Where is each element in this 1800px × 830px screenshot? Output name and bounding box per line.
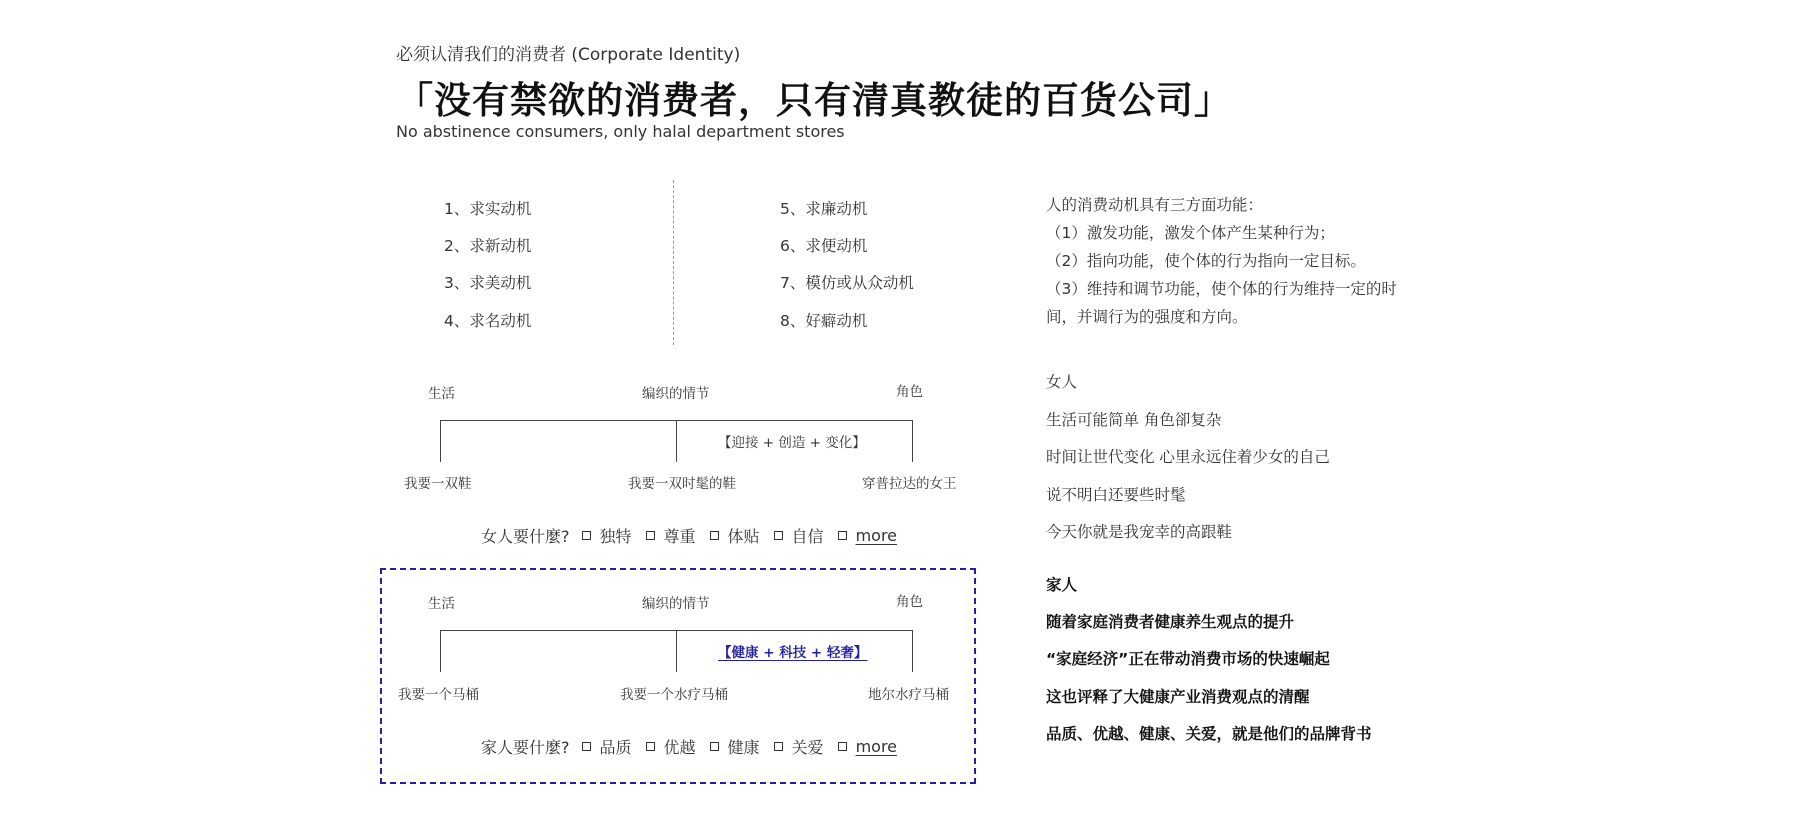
- motive-item: 7、模仿或从众动机: [780, 274, 914, 292]
- tree-bottom-label: 地尔水疗马桶: [868, 687, 949, 703]
- tree-bottom-label: 我要一双时髦的鞋: [628, 476, 736, 492]
- motive-item: 8、好癖动机: [780, 312, 868, 330]
- tree-label-role: 角色: [896, 594, 923, 610]
- option-checkbox[interactable]: 体贴: [710, 524, 760, 547]
- eyebrow-text: 必须认清我们的消费者 (Corporate Identity): [396, 45, 741, 65]
- tree-label-life: 生活: [428, 386, 455, 402]
- tree-brackets: 【迎接 + 创造 + 变化】: [718, 435, 866, 451]
- option-more-link[interactable]: more: [838, 526, 897, 545]
- checkbox-icon: [582, 531, 591, 540]
- family-text-line: 这也评释了大健康产业消费观点的清醒: [1046, 688, 1310, 706]
- motive-item: 6、求便动机: [780, 237, 868, 255]
- tree-bottom-label: 我要一个马桶: [398, 687, 479, 703]
- page-subtitle: No abstinence consumers, only halal department stores: [396, 122, 845, 141]
- tree-vline: [912, 420, 913, 462]
- option-checkbox[interactable]: 独特: [582, 524, 632, 547]
- tree-label-role: 角色: [896, 384, 923, 400]
- tree-label-plot: 编织的情节: [642, 596, 710, 612]
- functions-item: （2）指向功能，使个体的行为指向一定目标。: [1046, 252, 1366, 270]
- checkbox-icon: [838, 742, 847, 751]
- woman-wants-row: [481, 524, 911, 547]
- woman-text-line: 时间让世代变化 心里永远住着少女的自己: [1046, 448, 1330, 466]
- woman-text-line: 说不明白还要些时髦: [1046, 486, 1186, 504]
- option-checkbox[interactable]: 尊重: [646, 524, 696, 547]
- tree-vline: [676, 630, 677, 672]
- option-more-link[interactable]: more: [838, 737, 897, 756]
- motive-item: 3、求美动机: [444, 274, 532, 292]
- tree-bottom-label: 我要一双鞋: [404, 476, 472, 492]
- motive-item: 4、求名动机: [444, 312, 532, 330]
- tree-bottom-label: 穿普拉达的女王: [862, 476, 957, 492]
- checkbox-icon: [774, 531, 783, 540]
- motive-item: 2、求新动机: [444, 237, 532, 255]
- option-checkbox[interactable]: 自信: [774, 524, 824, 547]
- option-checkbox[interactable]: 健康: [710, 735, 760, 758]
- woman-text-title: 女人: [1046, 373, 1078, 391]
- tree-label-life: 生活: [428, 596, 455, 612]
- option-checkbox[interactable]: 品质: [582, 735, 632, 758]
- family-text-line: 随着家庭消费者健康养生观点的提升: [1046, 613, 1295, 631]
- checkbox-icon: [582, 742, 591, 751]
- woman-text-line: 今天你就是我宠幸的高跟鞋: [1046, 523, 1233, 541]
- family-text-title: 家人: [1046, 576, 1078, 594]
- woman-wants-question: 女人要什麼?: [481, 527, 570, 546]
- tree-vline: [440, 630, 441, 672]
- motive-item: 1、求实动机: [444, 200, 532, 218]
- checkbox-icon: [646, 531, 655, 540]
- option-checkbox[interactable]: 关爱: [774, 735, 824, 758]
- tree-vline: [440, 420, 441, 462]
- functions-heading: 人的消费动机具有三方面功能：: [1046, 196, 1264, 214]
- tree-bottom-label: 我要一个水疗马桶: [620, 687, 728, 703]
- option-checkbox[interactable]: 优越: [646, 735, 696, 758]
- family-text-line: 品质、优越、健康、关爱，就是他们的品牌背书: [1046, 725, 1372, 743]
- tree-brackets: 【健康 + 科技 + 轻奢】: [718, 645, 868, 661]
- functions-item: （1）激发功能，激发个体产生某种行为；: [1046, 224, 1335, 242]
- family-text-line: “家庭经济”正在带动消费市场的快速崛起: [1046, 650, 1330, 668]
- motive-divider: [673, 180, 674, 345]
- motive-item: 5、求廉动机: [780, 200, 868, 218]
- functions-item: （3）维持和调节功能，使个体的行为维持一定的时: [1046, 280, 1397, 298]
- functions-item: 间，并调行为的强度和方向。: [1046, 308, 1248, 326]
- checkbox-icon: [710, 531, 719, 540]
- tree-vline: [676, 420, 677, 462]
- tree-label-plot: 编织的情节: [642, 386, 710, 402]
- family-wants-question: 家人要什麼?: [481, 738, 570, 757]
- family-wants-row: [481, 735, 911, 758]
- tree-vline: [912, 630, 913, 672]
- page-title: 「没有禁欲的消费者，只有清真教徒的百货公司」: [396, 78, 1232, 122]
- checkbox-icon: [646, 742, 655, 751]
- checkbox-icon: [838, 531, 847, 540]
- checkbox-icon: [710, 742, 719, 751]
- woman-text-line: 生活可能简单 角色卻复杂: [1046, 411, 1222, 429]
- checkbox-icon: [774, 742, 783, 751]
